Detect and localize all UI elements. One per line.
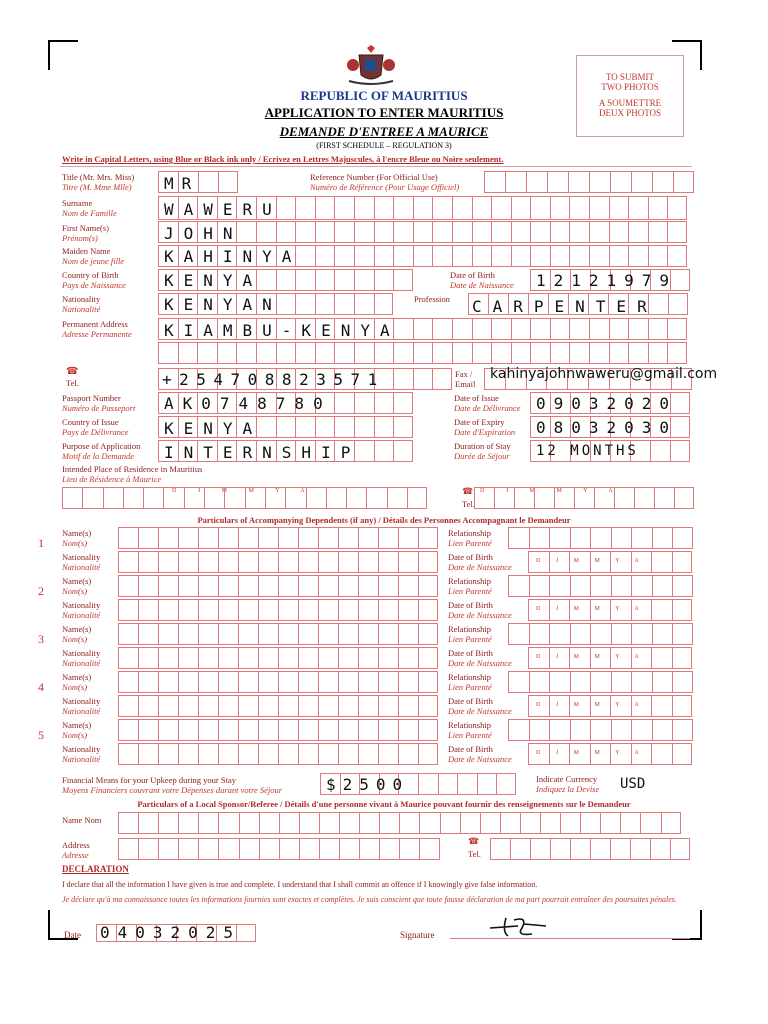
dependent-dob-label: Date of Birth Date de Naissance	[448, 744, 512, 764]
residence-tel-label: Tel.	[462, 499, 475, 509]
purpose-label: Purpose of Application Motif de la Demande	[62, 441, 141, 461]
dependent-number: 5	[38, 728, 44, 742]
dependent-dob-label: Date of Birth Date de Naissance	[448, 552, 512, 572]
passport-value: AK0748780	[164, 394, 332, 413]
dependent-relationship-boxes[interactable]	[508, 671, 693, 693]
passport-label: Passport Number Numéro de Passeport	[62, 393, 136, 413]
maiden-name-value: KAHINYA	[164, 247, 302, 266]
residence-label: Intended Place of Residence in Mauritius Lieu de Résidence à Maurice	[62, 464, 203, 484]
dependent-dob-label: Date of Birth Date de Naissance	[448, 648, 512, 668]
dependent-name-boxes[interactable]	[118, 671, 438, 693]
country-of-birth-label: Country of Birth Pays de Naissance	[62, 270, 126, 290]
sponsor-tel-boxes[interactable]	[490, 838, 690, 860]
dependents-section-title: Particulars of Accompanying Dependents (if any) / Détails des Personnes Accompagnant le Demandeur	[197, 515, 571, 525]
declaration-date-value: 04032025	[100, 923, 242, 942]
date-of-issue-label: Date of Issue Date de Délivrance	[454, 393, 521, 413]
sponsor-address-label: Address Adresse	[62, 840, 90, 860]
dependent-nationality-boxes[interactable]	[118, 743, 438, 765]
dependent-number: 4	[38, 680, 44, 694]
first-name-value: JOHN	[164, 224, 243, 243]
dependent-dob-hint: D J M M Y A	[536, 558, 640, 564]
republic-heading: REPUBLIC OF MAURITIUS	[300, 88, 468, 103]
sponsor-name-boxes[interactable]	[118, 812, 681, 834]
date-of-expiry-label: Date of Expiry Date d'Expiration	[454, 417, 516, 437]
dependent-nationality-boxes[interactable]	[118, 695, 438, 717]
tel-label: Tel.	[66, 378, 79, 388]
phone-icon: ☎	[66, 366, 79, 377]
dependent-relationship-boxes[interactable]	[508, 623, 693, 645]
address-value: KIAMBU-KENYA	[164, 321, 400, 340]
date-of-issue-value: 09032020	[536, 394, 678, 413]
dependent-relationship-boxes[interactable]	[508, 719, 693, 741]
date-label: Date	[64, 930, 81, 940]
dependent-number: 2	[38, 584, 44, 598]
dependent-nationality-boxes[interactable]	[118, 647, 438, 669]
date-of-birth-label: Date of Birth Date de Naissance	[450, 270, 514, 290]
currency-label: Indicate Currency Indiquez la Devise	[536, 774, 600, 794]
currency-value: USD	[620, 776, 646, 792]
dependent-dob-label: Date of Birth Date de Naissance	[448, 600, 512, 620]
title-label: Title (Mr. Mrs. Miss) Titre (M. Mme Mlle)	[62, 172, 135, 192]
dependent-name-boxes[interactable]	[118, 527, 438, 549]
declaration-text-en: I declare that all the information I have given is true and complete. I understand that I shall commit an offence if I knowingly give false information.	[62, 880, 538, 889]
dependent-dob-label: Date of Birth Date de Naissance	[448, 696, 512, 716]
purpose-value: INTERNSHIP	[164, 443, 361, 462]
photo-box-line3: A SOUMETTRE	[598, 98, 662, 108]
dependent-dob-hint: D J M M Y A	[536, 654, 640, 660]
dependent-relationship-label: Relationship Lien Parenté	[448, 576, 492, 596]
nationality-label: Nationality Nationalité	[62, 294, 101, 314]
sponsor-name-label: Name Nom	[62, 815, 102, 825]
dependent-nationality-label: Nationality Nationalité	[62, 696, 101, 716]
dependent-name-boxes[interactable]	[118, 719, 438, 741]
dependent-dob-hint: D J M M Y A	[536, 702, 640, 708]
dependent-name-label: Name(s) Nom(s)	[62, 720, 92, 740]
residence-tel-boxes[interactable]	[474, 487, 694, 509]
dependent-name-label: Name(s) Nom(s)	[62, 672, 92, 692]
dependent-nationality-label: Nationality Nationalité	[62, 648, 101, 668]
dependent-nationality-label: Nationality Nationalité	[62, 600, 101, 620]
photo-box-line2: TWO PHOTOS	[601, 82, 659, 92]
nationality-value: KENYAN	[164, 295, 282, 314]
title-value: MR	[164, 174, 200, 193]
date-of-birth-value: 12121979	[536, 271, 678, 290]
date-of-expiry-value: 08032030	[536, 418, 678, 437]
tel-value: +254708823571	[162, 370, 385, 389]
corner-mark-br	[672, 910, 702, 940]
form-schedule: (FIRST SCHEDULE – REGULATION 3)	[316, 141, 452, 150]
signature-label: Signature	[400, 930, 435, 940]
residence-dmy-hint: D J M M Y A	[172, 488, 306, 494]
dependent-relationship-boxes[interactable]	[508, 575, 693, 597]
profession-label: Profession	[414, 294, 450, 304]
country-of-issue-label: Country of Issue Pays de Délivrance	[62, 417, 129, 437]
sponsor-section-title: Particulars of a Local Sponsor/Referee / Détails d'une personne vivant à Maurice pouvant fournir des renseignements sur le Demandeur	[137, 799, 631, 809]
fax-email-label: Fax / Email	[455, 369, 476, 389]
email-value: kahinyajohnwaweru@gmail.com	[490, 366, 718, 382]
sponsor-phone-icon: ☎	[468, 836, 480, 846]
financial-means-label: Financial Means for your Upkeep during your Stay Moyens Financiers couvrant votre Dépenses durant votre Séjour	[62, 775, 283, 795]
dependent-dob-hint: D J M M Y A	[536, 750, 640, 756]
photo-box-line1: TO SUBMIT	[605, 72, 655, 82]
reference-label: Reference Number (For Official Use) Numéro de Référence (Pour Usage Officiel)	[310, 172, 460, 192]
dependent-relationship-label: Relationship Lien Parenté	[448, 528, 492, 548]
address-boxes-2[interactable]	[158, 342, 687, 364]
form-title-fr: DEMANDE D'ENTREE A MAURICE	[279, 124, 489, 139]
reference-boxes[interactable]	[484, 171, 694, 193]
dependent-relationship-label: Relationship Lien Parenté	[448, 720, 492, 740]
declaration-text-fr: Je déclare qu'à ma connaissance toutes les informations fournies sont exactes et complètes. Je suis conscient que toute fausse déclaration de ma part pourrait entraîner des poursuites pénales.	[62, 895, 677, 904]
duration-value: 12 MONTHS	[536, 443, 639, 459]
instruction-text: Write in Capital Letters, using Blue or Black ink only / Ecrivez en Lettres Majuscules, à l'encre Bleue ou Noire seulement.	[62, 154, 504, 164]
photo-box-line4: DEUX PHOTOS	[598, 108, 662, 118]
sponsor-address-boxes[interactable]	[118, 838, 440, 860]
corner-mark-tl	[48, 40, 78, 70]
permanent-address-label: Permanent Address Adresse Permanente	[62, 319, 132, 339]
surname-value: WAWERU	[164, 200, 282, 219]
sponsor-tel-label: Tel.	[468, 849, 481, 859]
surname-label: Surname Nom de Famille	[62, 198, 117, 218]
applicant-signature	[488, 914, 548, 940]
dependent-number: 1	[38, 536, 44, 550]
dependent-relationship-boxes[interactable]	[508, 527, 693, 549]
dependent-relationship-label: Relationship Lien Parenté	[448, 624, 492, 644]
dependent-name-boxes[interactable]	[118, 575, 438, 597]
residence-tel-dmy-hint: D J M M Y A	[480, 488, 614, 494]
country-of-issue-value: KENYA	[164, 419, 263, 438]
first-name-label: First Name(s) Prénom(s)	[62, 223, 109, 243]
dependent-nationality-boxes[interactable]	[118, 551, 438, 573]
country-of-birth-value: KENYA	[164, 271, 263, 290]
maiden-name-label: Maiden Name Nom de jeune fille	[62, 246, 125, 266]
dependent-name-label: Name(s) Nom(s)	[62, 624, 92, 644]
dependent-name-label: Name(s) Nom(s)	[62, 576, 92, 596]
dependent-nationality-boxes[interactable]	[118, 599, 438, 621]
dependent-name-label: Name(s) Nom(s)	[62, 528, 92, 548]
signature-line	[450, 938, 690, 939]
dependent-nationality-label: Nationality Nationalité	[62, 744, 101, 764]
dependent-relationship-label: Relationship Lien Parenté	[448, 672, 492, 692]
photo-box	[576, 55, 684, 137]
residence-boxes[interactable]	[62, 487, 427, 509]
dependent-name-boxes[interactable]	[118, 623, 438, 645]
financial-means-value: $2500	[326, 775, 410, 794]
dependent-dob-hint: D J M M Y A	[536, 606, 640, 612]
declaration-heading: DECLARATION	[62, 864, 129, 874]
duration-label: Duration of Stay Durée de Séjour	[454, 441, 511, 461]
coat-of-arms-emblem	[345, 45, 397, 87]
dependent-number: 3	[38, 632, 44, 646]
residence-phone-icon: ☎	[462, 486, 474, 496]
dependent-nationality-label: Nationality Nationalité	[62, 552, 101, 572]
form-title-en: APPLICATION TO ENTER MAURITIUS	[264, 105, 504, 120]
profession-value: CARPENTER	[472, 297, 658, 316]
